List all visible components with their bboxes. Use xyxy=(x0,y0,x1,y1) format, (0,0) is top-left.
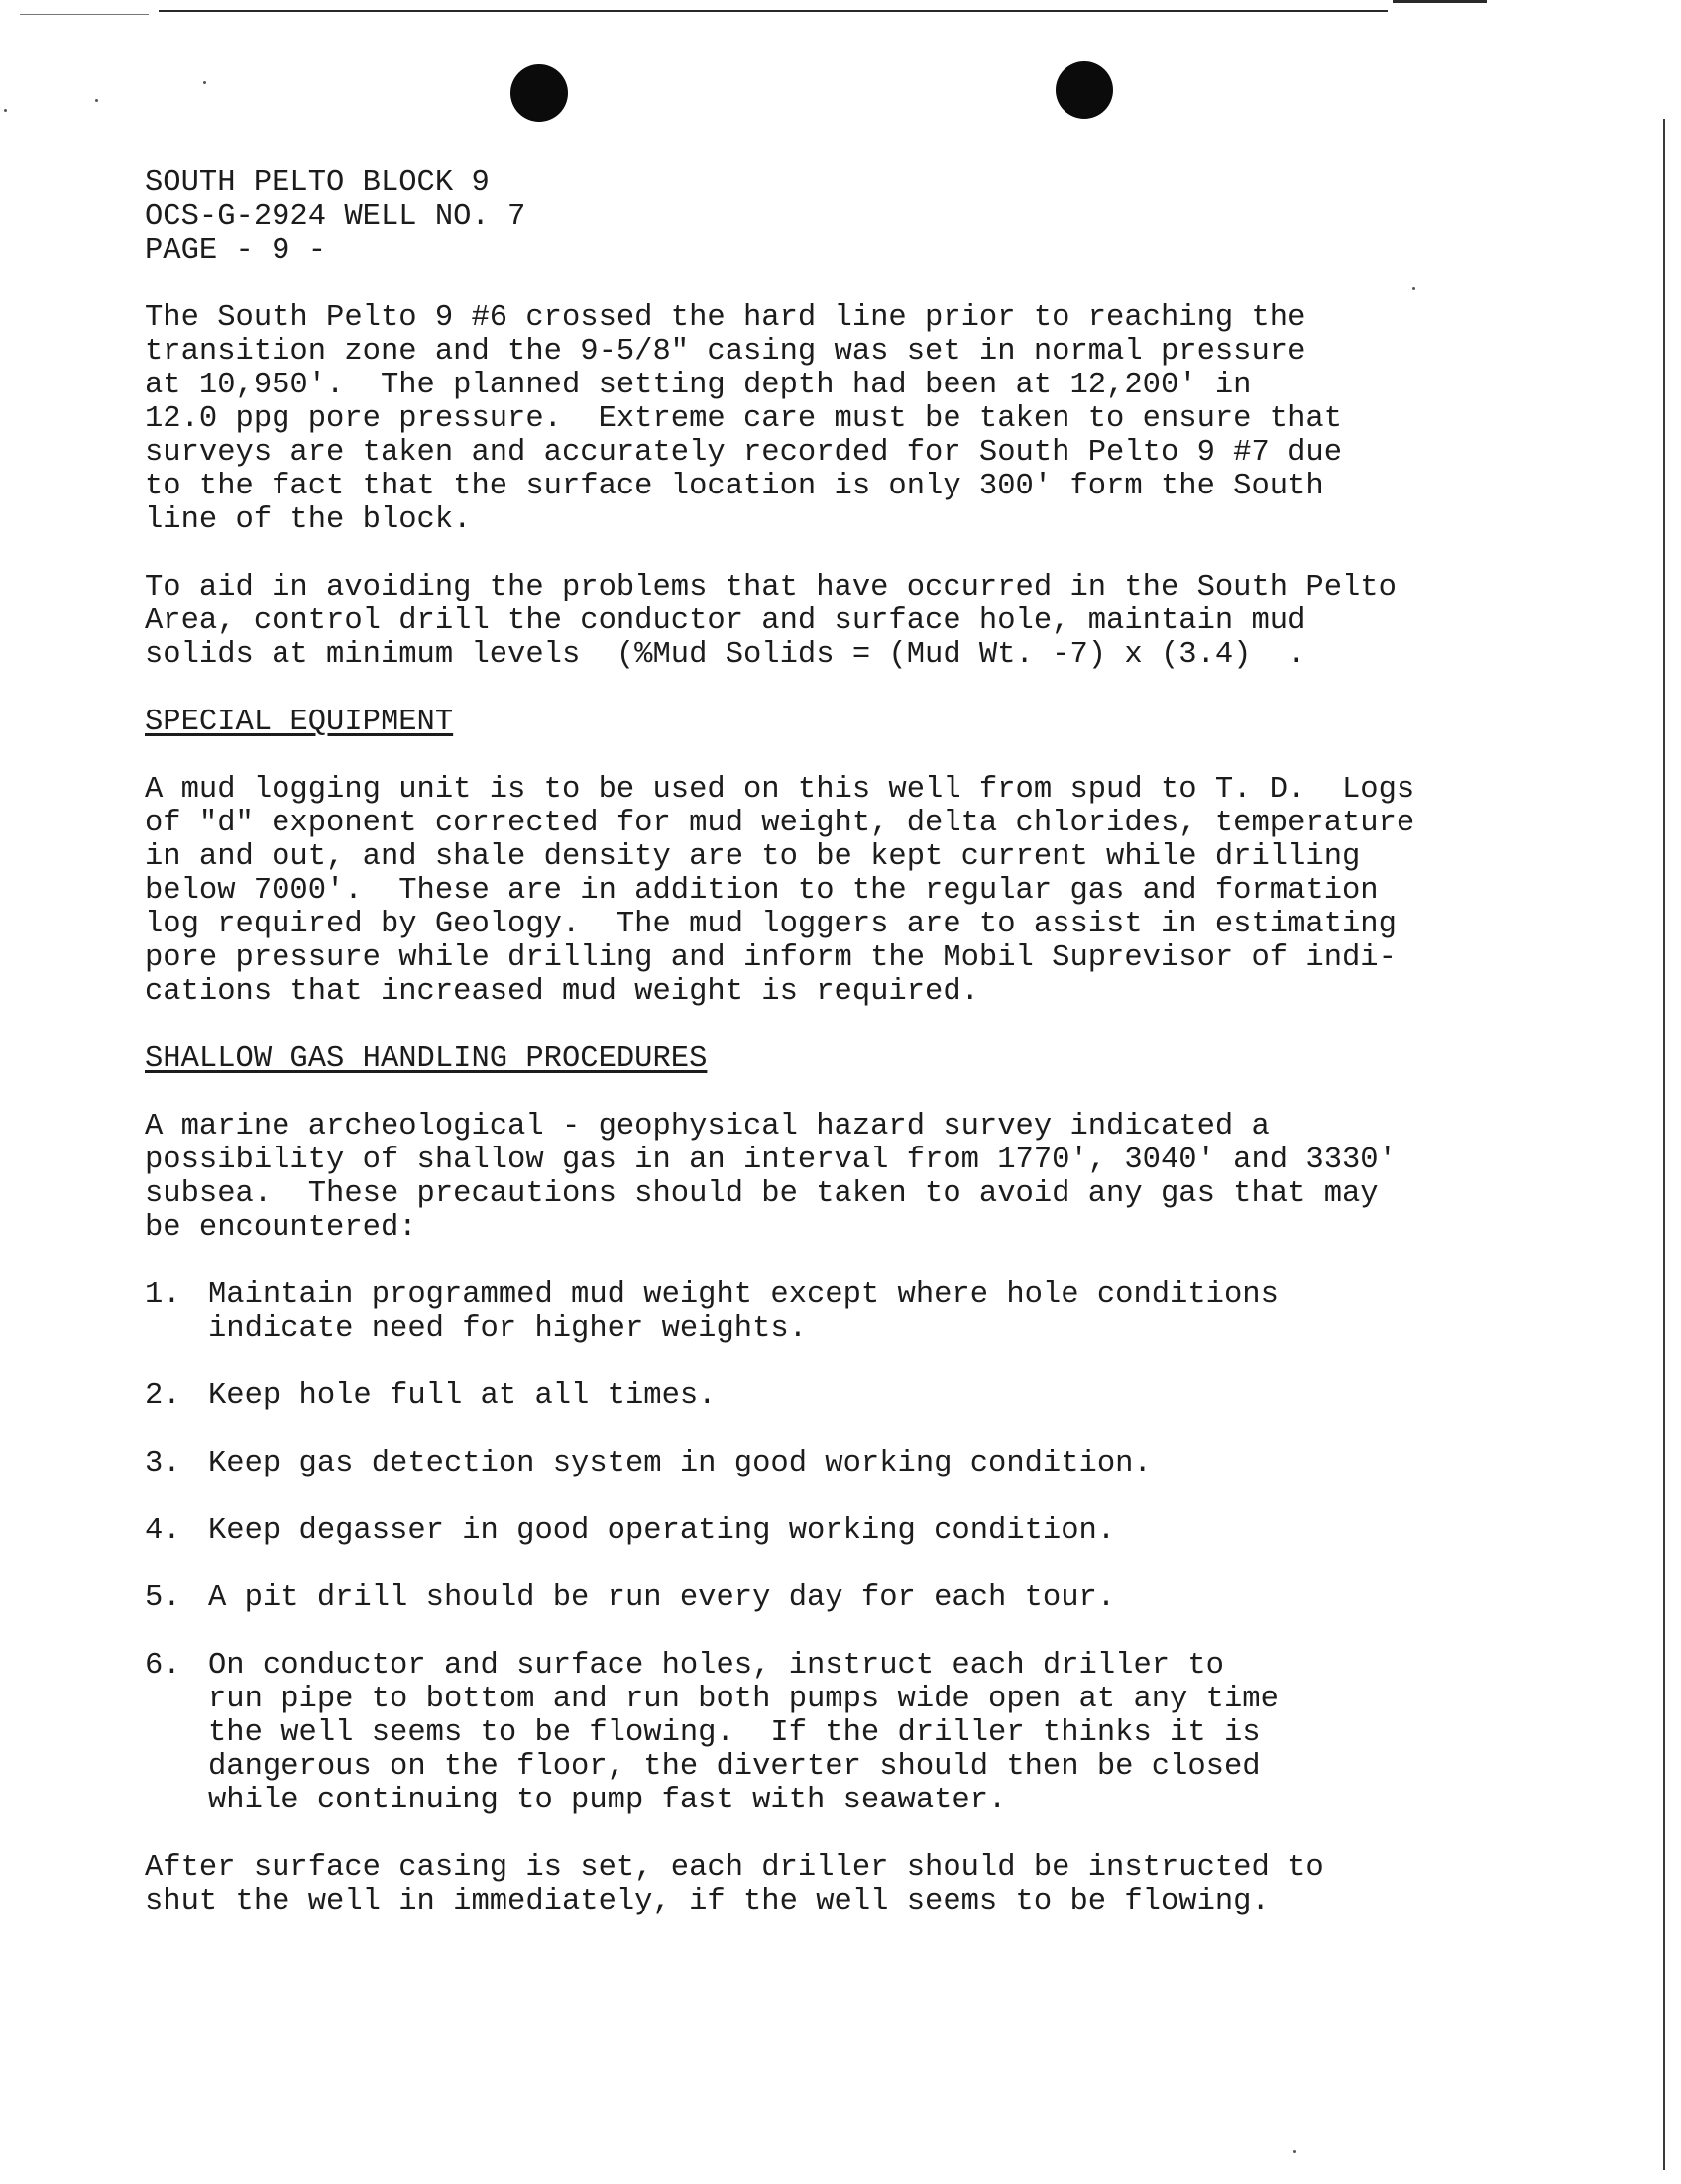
paragraph-line: below 7000'. These are in addition to the regular gas and formation xyxy=(145,874,1379,908)
list-number: 6. xyxy=(145,1649,181,1683)
section-shallow-gas xyxy=(145,1042,1552,1918)
list-item-text: the well seems to be flowing. If the driller thinks it is xyxy=(208,1716,1261,1750)
list-item-text: Keep hole full at all times. xyxy=(208,1379,717,1413)
section-heading-shallow-gas: SHALLOW GAS HANDLING PROCEDURES xyxy=(145,1042,708,1076)
paragraph-line: cations that increased mud weight is required. xyxy=(145,975,979,1009)
scan-edge-line-right xyxy=(1393,0,1487,3)
list-item xyxy=(145,1582,1552,1615)
paragraph-line: of "d" exponent corrected for mud weight, delta chlorides, temperature xyxy=(145,807,1415,840)
paragraph-line: line of the block. xyxy=(145,503,472,537)
scan-speck xyxy=(95,99,98,102)
list-item-text: A pit drill should be run every day for each tour. xyxy=(208,1582,1116,1615)
paragraph-line: After surface casing is set, each driller should be instructed to xyxy=(145,1851,1324,1885)
paragraph-mud-solids xyxy=(145,571,1552,672)
paragraph-line: To aid in avoiding the problems that have occurred in the South Pelto xyxy=(145,571,1397,604)
scan-speck xyxy=(203,81,206,84)
header-page-number: PAGE - 9 - xyxy=(145,234,327,268)
paragraph-line: at 10,950'. The planned setting depth had been at 12,200' in xyxy=(145,369,1252,402)
list-item xyxy=(145,1278,1552,1346)
scan-side-edge xyxy=(1663,119,1665,2170)
paragraph-line: be encountered: xyxy=(145,1211,417,1245)
paragraph-line: solids at minimum levels (%Mud Solids = (Mud Wt. -7) x (3.4) . xyxy=(145,638,1306,672)
list-item-text: while continuing to pump fast with seawater. xyxy=(208,1784,1007,1817)
document-body xyxy=(145,166,1552,1918)
paragraph-line: possibility of shallow gas in an interval from 1770', 3040' and 3330' xyxy=(145,1144,1397,1177)
list-item xyxy=(145,1447,1552,1480)
section-special-equipment xyxy=(145,706,1552,1009)
paragraph-line: to the fact that the surface location is only 300' form the South xyxy=(145,470,1324,503)
section-heading-special-equipment: SPECIAL EQUIPMENT xyxy=(145,706,454,739)
scan-speck xyxy=(4,109,7,112)
list-item-text: indicate need for higher weights. xyxy=(208,1312,807,1346)
list-item-text: Keep gas detection system in good working condition. xyxy=(208,1447,1152,1480)
paragraph-line: subsea. These precautions should be taken to avoid any gas that may xyxy=(145,1177,1379,1211)
list-number: 2. xyxy=(145,1379,181,1413)
list-number: 3. xyxy=(145,1447,181,1480)
scan-edge-line-left xyxy=(20,14,149,15)
list-number: 5. xyxy=(145,1582,181,1615)
punch-hole-right xyxy=(1056,61,1113,119)
list-item-text: Maintain programmed mud weight except where hole conditions xyxy=(208,1278,1279,1312)
header-well-number: OCS-G-2924 WELL NO. 7 xyxy=(145,200,526,234)
paragraph-line: A mud logging unit is to be used on this well from spud to T. D. Logs xyxy=(145,773,1415,807)
list-number: 1. xyxy=(145,1278,181,1312)
list-item-text: run pipe to bottom and run both pumps wide open at any time xyxy=(208,1683,1279,1716)
list-item xyxy=(145,1649,1552,1817)
paragraph-line: surveys are taken and accurately recorded for South Pelto 9 #7 due xyxy=(145,436,1342,470)
paragraph-line: pore pressure while drilling and inform the Mobil Suprevisor of indi- xyxy=(145,941,1397,975)
list-item-text: Keep degasser in good operating working condition. xyxy=(208,1514,1116,1548)
list-item-text: dangerous on the floor, the diverter should then be closed xyxy=(208,1750,1261,1784)
paragraph-line: in and out, and shale density are to be kept current while drilling xyxy=(145,840,1361,874)
page-header xyxy=(145,166,1552,268)
paragraph-line: A marine archeological - geophysical hazard survey indicated a xyxy=(145,1110,1270,1144)
paragraph-line: transition zone and the 9-5/8" casing was set in normal pressure xyxy=(145,335,1306,369)
punch-hole-left xyxy=(510,64,568,122)
scan-speck xyxy=(1293,2150,1296,2153)
paragraph-line: 12.0 ppg pore pressure. Extreme care must be taken to ensure that xyxy=(145,402,1342,436)
header-block-name: SOUTH PELTO BLOCK 9 xyxy=(145,166,490,200)
list-item-text: On conductor and surface holes, instruct each driller to xyxy=(208,1649,1224,1683)
paragraph-line: shut the well in immediately, if the well seems to be flowing. xyxy=(145,1885,1270,1918)
paragraph-line: log required by Geology. The mud loggers are to assist in estimating xyxy=(145,908,1397,941)
scan-edge-line xyxy=(159,10,1388,12)
list-number: 4. xyxy=(145,1514,181,1548)
list-item xyxy=(145,1379,1552,1413)
list-item xyxy=(145,1514,1552,1548)
paragraph-casing xyxy=(145,301,1552,537)
paragraph-line: The South Pelto 9 #6 crossed the hard line prior to reaching the xyxy=(145,301,1306,335)
paragraph-line: Area, control drill the conductor and surface hole, maintain mud xyxy=(145,604,1306,638)
